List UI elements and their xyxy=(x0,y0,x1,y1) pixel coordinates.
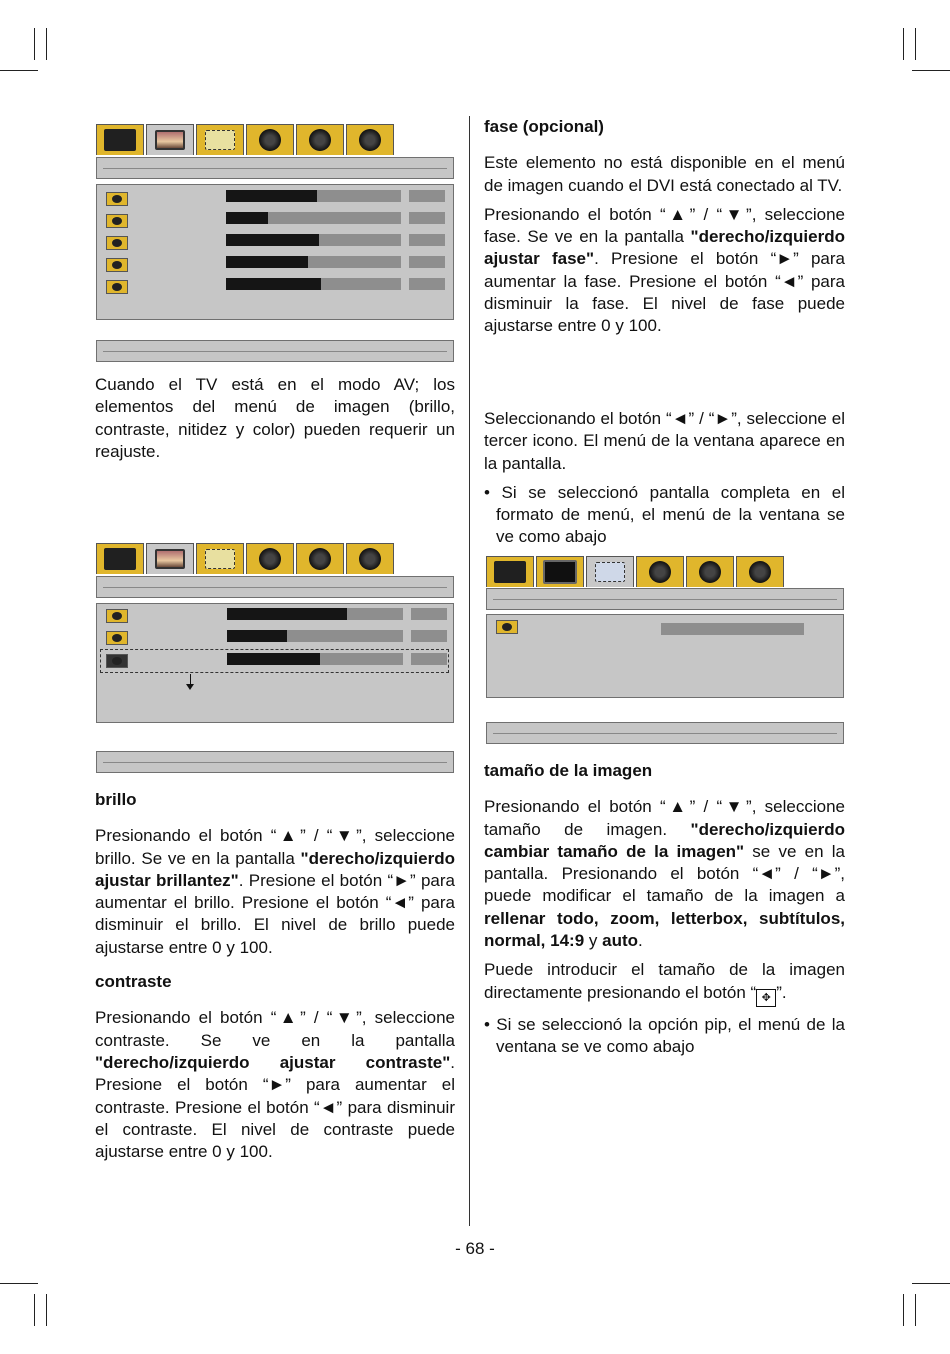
sharpness-icon xyxy=(106,236,128,250)
tab-setup-icon xyxy=(736,556,784,587)
menu-title-bar xyxy=(486,588,844,610)
tab-feature-icon xyxy=(486,556,534,587)
crop-mark xyxy=(34,1294,35,1326)
color-icon xyxy=(106,258,128,272)
slider-fill xyxy=(226,256,308,268)
brightness-icon xyxy=(106,609,128,623)
tab-sound-icon xyxy=(636,556,684,587)
value-box xyxy=(409,212,445,224)
tab-color-icon xyxy=(296,124,344,155)
tamano-direct-paragraph: Puede introducir el tamaño de la imagen directamente presionando el botón “ ✥ ”. xyxy=(484,959,845,1006)
ventana-bullet: • Si se seleccionó pantalla completa en el formato de menú, el menú de la ventana se ve como abajo xyxy=(484,482,845,547)
slider-fill xyxy=(226,212,268,224)
menu-panel xyxy=(96,603,454,723)
brillo-paragraph: Presionando el botón “▲” / “▼”, seleccione brillo. Se ve en la pantalla "derecho/izquierdo ajustar brillantez". Presione el botón “►” para aumentar el brillo. Presione el botón “◄” para disminuir el brillo. El nivel de brillo puede ajustarse entre 0 y 100. xyxy=(95,826,455,957)
crop-mark xyxy=(903,1294,904,1326)
tab-setup-icon xyxy=(346,543,394,574)
crop-mark xyxy=(0,70,38,71)
color-slider xyxy=(226,256,401,268)
contraste-paragraph: Presionando el botón “▲” / “▼”, seleccione contraste. Se ve en la pantalla "derecho/izquierdo ajustar contraste". Presione el botón “►” para aumentar el contraste. Presione el botón “◄” para disminuir el contraste. El nivel de contraste puede ajustarse entre 0 y 100. xyxy=(95,1008,455,1162)
menu-title-bar xyxy=(96,576,454,598)
tab-picture-icon xyxy=(146,124,194,155)
slider-fill xyxy=(227,630,287,642)
phase-icon xyxy=(106,280,128,294)
crop-mark xyxy=(0,1283,38,1284)
menu-panel xyxy=(486,614,844,698)
slider-fill xyxy=(226,278,321,290)
tab-picture-icon xyxy=(536,556,584,587)
slider-fill xyxy=(227,608,347,620)
slider-fill xyxy=(227,653,320,665)
tamano-paragraph: Presionando el botón “▲” / “▼”, seleccione tamaño de imagen. "derecho/izquierdo cambiar tamaño de la imagen" se ve en la pantalla. Presionando el botón “◄” / “►”, puede modificar el tamaño de la imagen a rellenar todo, zoom, letterbox, subtítulos, normal, 14:9 y auto. xyxy=(484,797,845,951)
ventana-section xyxy=(484,408,845,556)
sharpness-slider xyxy=(226,234,401,246)
fase-section xyxy=(484,116,845,345)
tab-setup-icon xyxy=(346,124,394,155)
value-box xyxy=(409,234,445,246)
av-note-paragraph: Cuando el TV está en el modo AV; los elementos del menú de imagen (brillo, contraste, nitidez y color) pueden requerir un reajuste. xyxy=(95,375,455,461)
picture-size-option xyxy=(661,623,804,635)
tab-feature-icon xyxy=(96,543,144,574)
menu-panel xyxy=(96,184,454,320)
crop-mark xyxy=(34,28,35,60)
tamano-heading: tamaño de la imagen xyxy=(484,761,653,780)
window-menu-screenshot xyxy=(486,556,844,746)
contrast-slider xyxy=(227,630,403,642)
phase-slider xyxy=(226,278,401,290)
picture-menu-screenshot xyxy=(96,124,454,364)
contrast-icon xyxy=(106,214,128,228)
menu-title-bar xyxy=(96,157,454,179)
tab-window-icon xyxy=(196,124,244,155)
left-column-lower xyxy=(95,789,455,1170)
menu-status-bar xyxy=(96,340,454,362)
tamano-section xyxy=(484,760,845,1065)
brightness-slider xyxy=(226,190,401,202)
av-note-text xyxy=(95,374,455,470)
fase-paragraph: Presionando el botón “▲” / “▼”, seleccione fase. Se ve en la pantalla "derecho/izquierdo ajustar fase". Presione el botón “►” para aumentar la fase. Presione el botón “◄” para disminuir la fase. El nivel de fase puede ajustarse entre 0 y 100. xyxy=(484,204,845,336)
contrast-slider xyxy=(226,212,401,224)
slider-fill xyxy=(661,623,804,635)
contrast-icon xyxy=(106,631,128,645)
sharpness-slider xyxy=(227,653,403,665)
contraste-heading: contraste xyxy=(95,972,172,992)
sharpness-icon xyxy=(106,654,128,668)
crop-mark xyxy=(46,1294,47,1326)
menu-status-bar xyxy=(486,722,844,744)
column-divider xyxy=(469,116,470,1226)
menu-status-bar xyxy=(96,751,454,773)
brightness-slider xyxy=(227,608,403,620)
fase-heading: fase (opcional) xyxy=(484,117,604,136)
crop-mark xyxy=(912,1283,950,1284)
tab-feature-icon xyxy=(96,124,144,155)
picture-size-key-icon: ✥ xyxy=(756,989,776,1007)
tab-color-icon xyxy=(686,556,734,587)
ventana-paragraph: Seleccionando el botón “◄” / “►”, seleccione el tercer icono. El menú de la ventana aparece en la pantalla. xyxy=(484,409,845,473)
pip-bullet: • Si se seleccionó la opción pip, el menú de la ventana se ve como abajo xyxy=(484,1014,845,1056)
down-arrow-icon xyxy=(190,674,191,688)
value-box xyxy=(411,630,447,642)
brillo-heading: brillo xyxy=(95,790,137,809)
crop-mark xyxy=(915,28,916,60)
brightness-icon xyxy=(106,192,128,206)
tab-window-icon xyxy=(196,543,244,574)
crop-mark xyxy=(912,70,950,71)
tab-color-icon xyxy=(296,543,344,574)
fase-note: Este elemento no está disponible en el menú de imagen cuando el DVI está conectado al TV. xyxy=(484,153,845,195)
value-box xyxy=(411,653,447,665)
tab-sound-icon xyxy=(246,543,294,574)
tab-picture-icon xyxy=(146,543,194,574)
value-box xyxy=(409,190,445,202)
tab-window-icon xyxy=(586,556,634,587)
tab-sound-icon xyxy=(246,124,294,155)
crop-mark xyxy=(46,28,47,60)
slider-fill xyxy=(226,234,319,246)
crop-mark xyxy=(903,28,904,60)
value-box xyxy=(411,608,447,620)
picture-size-icon xyxy=(496,620,518,634)
picture-menu-av-screenshot xyxy=(96,543,454,775)
crop-mark xyxy=(915,1294,916,1326)
slider-fill xyxy=(226,190,317,202)
page-number: - 68 - xyxy=(455,1239,495,1258)
value-box xyxy=(409,256,445,268)
value-box xyxy=(409,278,445,290)
